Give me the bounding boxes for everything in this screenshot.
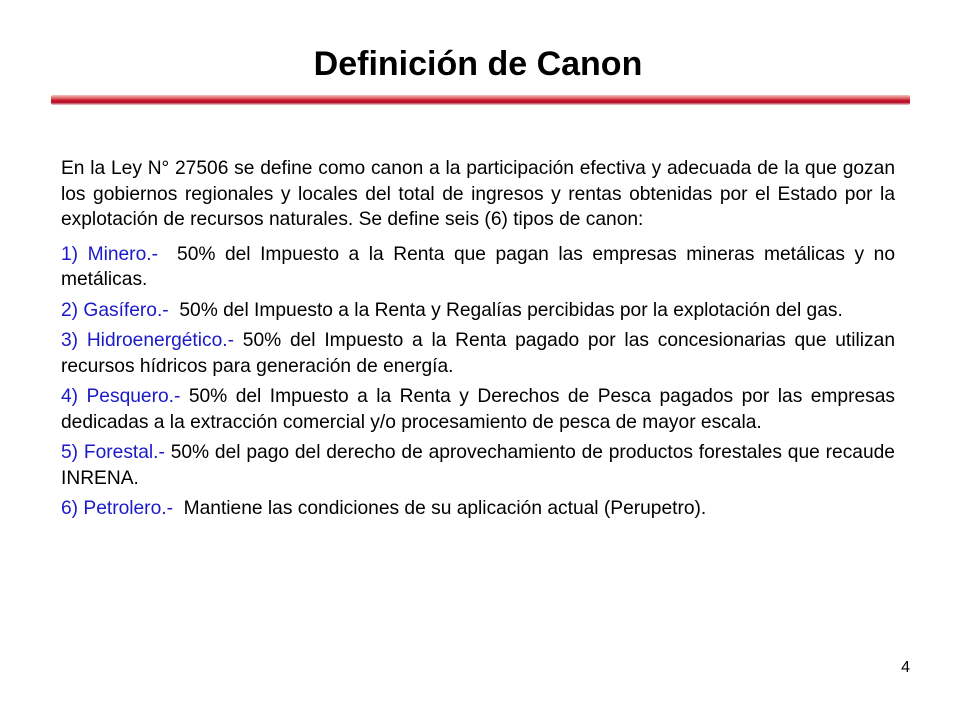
canon-label-forestal: 5) Forestal.- bbox=[61, 442, 165, 463]
canon-label-hidroenergetico: 3) Hidroenergético.- bbox=[61, 330, 235, 351]
canon-label-minero: 1) Minero.- bbox=[61, 243, 158, 265]
canon-text-minero: 50% del Impuesto a la Renta que pagan las empresas mineras metálicas y no metálicas. bbox=[61, 243, 895, 290]
canon-item-gasifero bbox=[61, 298, 895, 324]
canon-text-pesquero: 50% del Impuesto a la Renta y Derechos de Pesca pagados por las empresas dedicadas a la extracción comercial y/o procesamiento de pesca de mayor escala. bbox=[61, 386, 895, 433]
title-divider bbox=[51, 95, 910, 105]
canon-item-minero bbox=[61, 242, 895, 293]
canon-item-pesquero bbox=[61, 384, 895, 435]
slide-body bbox=[61, 156, 895, 527]
canon-text-forestal: 50% del pago del derecho de aprovechamiento de productos forestales que recaude INRENA. bbox=[61, 442, 895, 489]
page-number: 4 bbox=[901, 659, 910, 676]
canon-label-gasifero: 2) Gasífero.- bbox=[61, 299, 169, 321]
canon-item-hidroenergetico bbox=[61, 328, 895, 379]
canon-text-hidroenergetico: 50% del Impuesto a la Renta pagado por las concesionarias que utilizan recursos hídricos para generación de energía. bbox=[61, 330, 895, 377]
canon-label-pesquero: 4) Pesquero.- bbox=[61, 386, 181, 407]
canon-text-gasifero: 50% del Impuesto a la Renta y Regalías percibidas por la explotación del gas. bbox=[179, 299, 843, 321]
intro-paragraph: En la Ley N° 27506 se define como canon a la participación efectiva y adecuada de la que gozan los gobiernos regionales y locales del total de ingresos y rentas obtenidas por el Estado por la explotación de recursos naturales. Se define seis (6) tipos de canon: bbox=[61, 158, 895, 230]
canon-label-petrolero: 6) Petrolero.- bbox=[61, 498, 173, 519]
canon-item-petrolero bbox=[61, 496, 895, 522]
canon-text-petrolero: Mantiene las condiciones de su aplicación actual (Perupetro). bbox=[183, 498, 707, 519]
slide-title: Definición de Canon bbox=[313, 45, 643, 83]
canon-item-forestal bbox=[61, 440, 895, 491]
